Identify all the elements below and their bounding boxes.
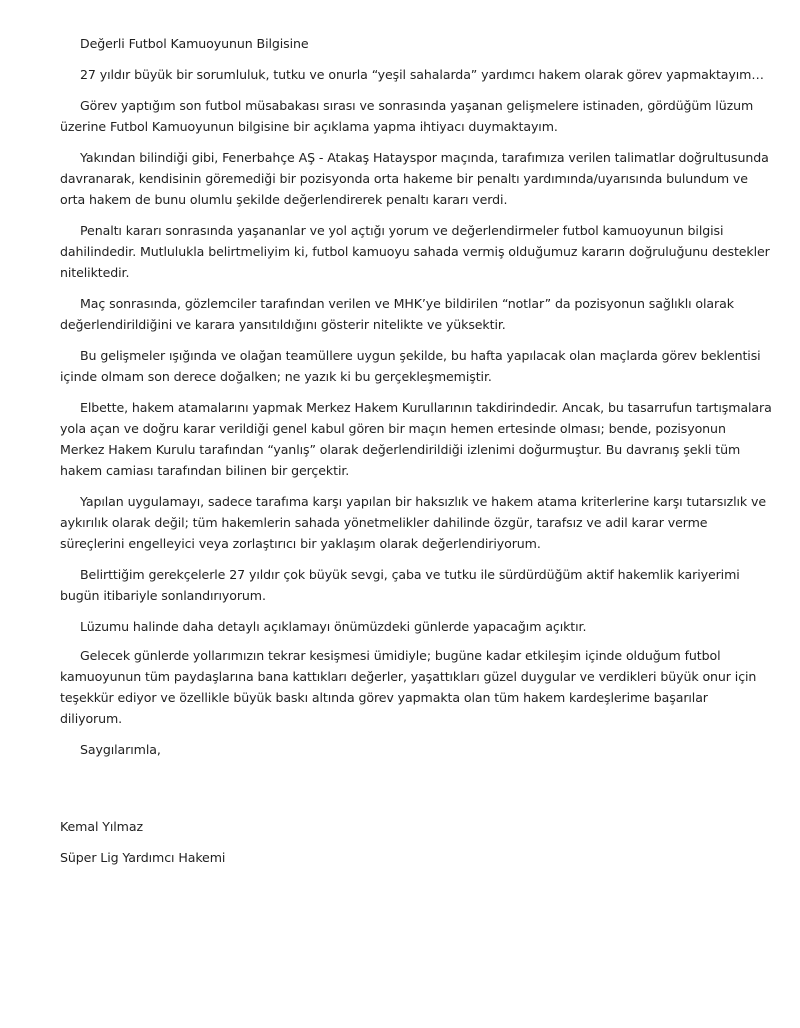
letter-page — [60, 33, 772, 878]
paragraph-2: Görev yaptığım son futbol müsabakası sırası ve sonrasında yaşanan gelişmelere istinaden, gördüğüm lüzum üzerine Futbol Kamuoyunun bilgisine bir açıklama yapma ihtiyacı duymaktayım. — [60, 98, 754, 134]
paragraph-5: Maç sonrasında, gözlemciler tarafından verilen ve MHK’ye bildirilen “notlar” da pozisyonun sağlıklı olarak değerlendirildiğini ve karara yansıtıldığını gösterir nitelikte ve yüksektir. — [60, 296, 734, 332]
signature-name: Kemal Yılmaz — [60, 819, 143, 834]
paragraph-9: Belirttiğim gerekçelerle 27 yıldır çok büyük sevgi, çaba ve tutku ile sürdürdüğüm aktif hakemlik kariyerimi bugün itibariyle sonlandırıyorum. — [60, 567, 740, 603]
paragraph-7: Elbette, hakem atamalarını yapmak Merkez Hakem Kurullarının takdirindedir. Ancak, bu tasarrufun tartışmalara yola açan ve doğru karar verildiği genel kabul gören bir maçın hemen ertesinde olması; bende, pozisyonun Merkez Hakem Kurulu tarafından “yanlış” olarak değerlendirildiği izlenimi doğurmuştur. Bu davranış şekli tüm hakem camiası tarafından bilinen bir gerçektir. — [60, 400, 772, 478]
paragraph-10: Lüzumu halinde daha detaylı açıklamayı önümüzdeki günlerde yapacağım açıktır. — [80, 619, 587, 634]
paragraph-8: Yapılan uygulamayı, sadece tarafıma karşı yapılan bir haksızlık ve hakem atama kriterlerine karşı tutarsızlık ve aykırılık olarak değil; tüm hakemlerin sahada yönetmelikler dahilinde özgür, tarafsız ve adil karar verme süreçlerini engelleyici veya zorlaştırıcı bir yaklaşım olarak değerlendiriyorum. — [60, 494, 767, 551]
paragraph-3: Yakından bilindiği gibi, Fenerbahçe AŞ - Atakaş Hatayspor maçında, tarafımıza verilen talimatlar doğrultusunda davranarak, kendisinin göremediği bir pozisyonda orta hakeme bir penaltı yardımında/uyarısında bulundum ve orta hakem de bunu olumlu şekilde değerlendirerek penaltı kararı verdi. — [60, 150, 769, 207]
paragraph-6: Bu gelişmeler ışığında ve olağan teamüllere uygun şekilde, bu hafta yapılacak olan maçlarda görev beklentisi içinde olmam son derece doğalken; ne yazık ki bu gerçekleşmemiştir. — [60, 348, 761, 384]
paragraph-4: Penaltı kararı sonrasında yaşananlar ve yol açtığı yorum ve değerlendirmeler futbol kamuoyunun bilgisi dahilindedir. Mutlulukla belirtmeliyim ki, futbol kamuoyu sahada vermiş olduğumuz kararın doğruluğunu destekler niteliktedir. — [60, 223, 770, 280]
letter-closing: Saygılarımla, — [80, 742, 161, 757]
signature-title: Süper Lig Yardımcı Hakemi — [60, 850, 226, 865]
paragraph-1: 27 yıldır büyük bir sorumluluk, tutku ve onurla “yeşil sahalarda” yardımcı hakem olarak görev yapmaktayım… — [80, 67, 764, 82]
paragraph-11: Gelecek günlerde yollarımızın tekrar kesişmesi ümidiyle; bugüne kadar etkileşim içinde olduğum futbol kamuoyunun tüm paydaşlarına bana kattıkları değerler, yaşattıkları güzel duygular ve verdikleri büyük onur için teşekkür ediyor ve özellikle büyük baskı altında görev yapmakta olan tüm hakem kardeşlerime başarılar diliyorum. — [60, 648, 757, 726]
letter-salutation: Değerli Futbol Kamuoyunun Bilgisine — [80, 36, 309, 51]
